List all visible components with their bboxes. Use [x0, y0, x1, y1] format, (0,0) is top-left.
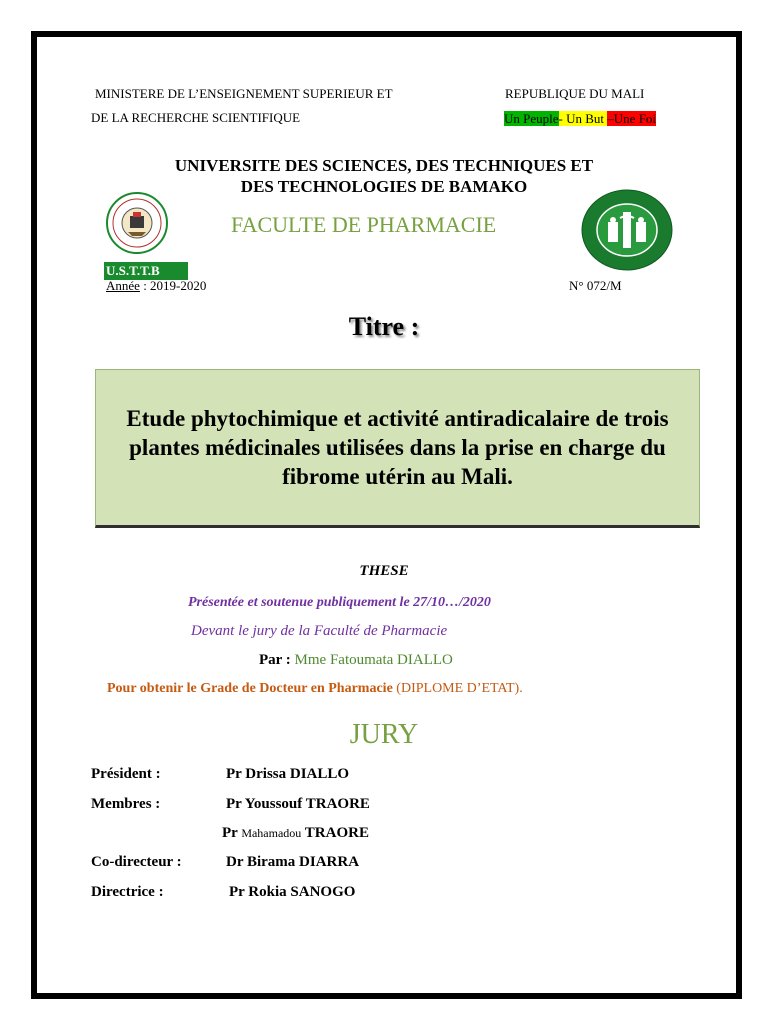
- jury-role-president: Président :: [91, 766, 161, 782]
- thesis-title-box: [95, 369, 700, 528]
- jury-name-director: Pr Rokia SANOGO: [229, 884, 356, 900]
- ustib-seal-icon: [106, 192, 168, 254]
- thesis-title: Etude phytochimique et activité antiradicalaire de trois plantes médicinales utilisées dans la prise en charge du fibrome utérin au Mali.: [126, 406, 669, 489]
- jury-name-member-1: Pr Youssouf TRAORE: [226, 796, 370, 812]
- member-2-prefix: Pr: [222, 825, 242, 841]
- motto-part-1: Un Peuple: [504, 111, 559, 126]
- ministry-line-2: DE LA RECHERCHE SCIENTIFIQUE: [91, 110, 301, 125]
- presented-line: Présentée et soutenue publiquement le 27/10…/2020: [188, 595, 491, 610]
- member-2-firstname: Mahamadou: [241, 826, 302, 840]
- title-label: Titre :: [348, 312, 420, 341]
- motto-part-3: –Une Foi: [607, 111, 657, 126]
- author-prefix: Par :: [259, 652, 295, 668]
- ustib-band: U.S.T.T.B: [104, 262, 188, 280]
- academic-year: [106, 278, 206, 294]
- jury-role-codirector: Co-directeur :: [91, 854, 182, 870]
- year-label: Année: [106, 278, 140, 293]
- grade-line: [107, 681, 523, 697]
- ministry-line-1: MINISTERE DE L’ENSEIGNEMENT SUPERIEUR ET: [95, 86, 393, 101]
- author-name: Mme Fatoumata DIALLO: [294, 652, 453, 668]
- jury-role-director: Directrice :: [91, 884, 164, 900]
- jury-role-members: Membres :: [91, 796, 161, 812]
- jury-name-president: Pr Drissa DIALLO: [226, 766, 350, 782]
- motto-part-2: - Un But: [558, 111, 608, 126]
- grade-suffix: (DIPLOME D’ETAT).: [392, 681, 523, 696]
- author-line: [259, 652, 453, 669]
- university-name-line-1: UNIVERSITE DES SCIENCES, DES TECHNIQUES ET: [174, 156, 594, 175]
- these-label: THESE: [359, 563, 409, 579]
- before-jury-line: Devant le jury de la Faculté de Pharmacie: [191, 623, 448, 639]
- jury-heading: JURY: [349, 719, 419, 750]
- jury-name-codirector: Dr Birama DIARRA: [226, 854, 360, 870]
- jury-name-member-2: [222, 825, 369, 842]
- thesis-number: N° 072/M: [569, 278, 622, 293]
- grade-text: Pour obtenir le Grade de Docteur en Pharmacie: [107, 681, 393, 696]
- faculty-name: FACULTE DE PHARMACIE: [231, 212, 497, 237]
- national-motto: [504, 110, 656, 128]
- year-value: : 2019-2020: [139, 278, 207, 293]
- university-name-line-2: DES TECHNOLOGIES DE BAMAKO: [240, 177, 528, 196]
- republic-label: REPUBLIQUE DU MALI: [505, 86, 645, 101]
- faculty-pharmacy-seal-icon: [580, 188, 674, 272]
- member-2-surname: TRAORE: [301, 825, 369, 841]
